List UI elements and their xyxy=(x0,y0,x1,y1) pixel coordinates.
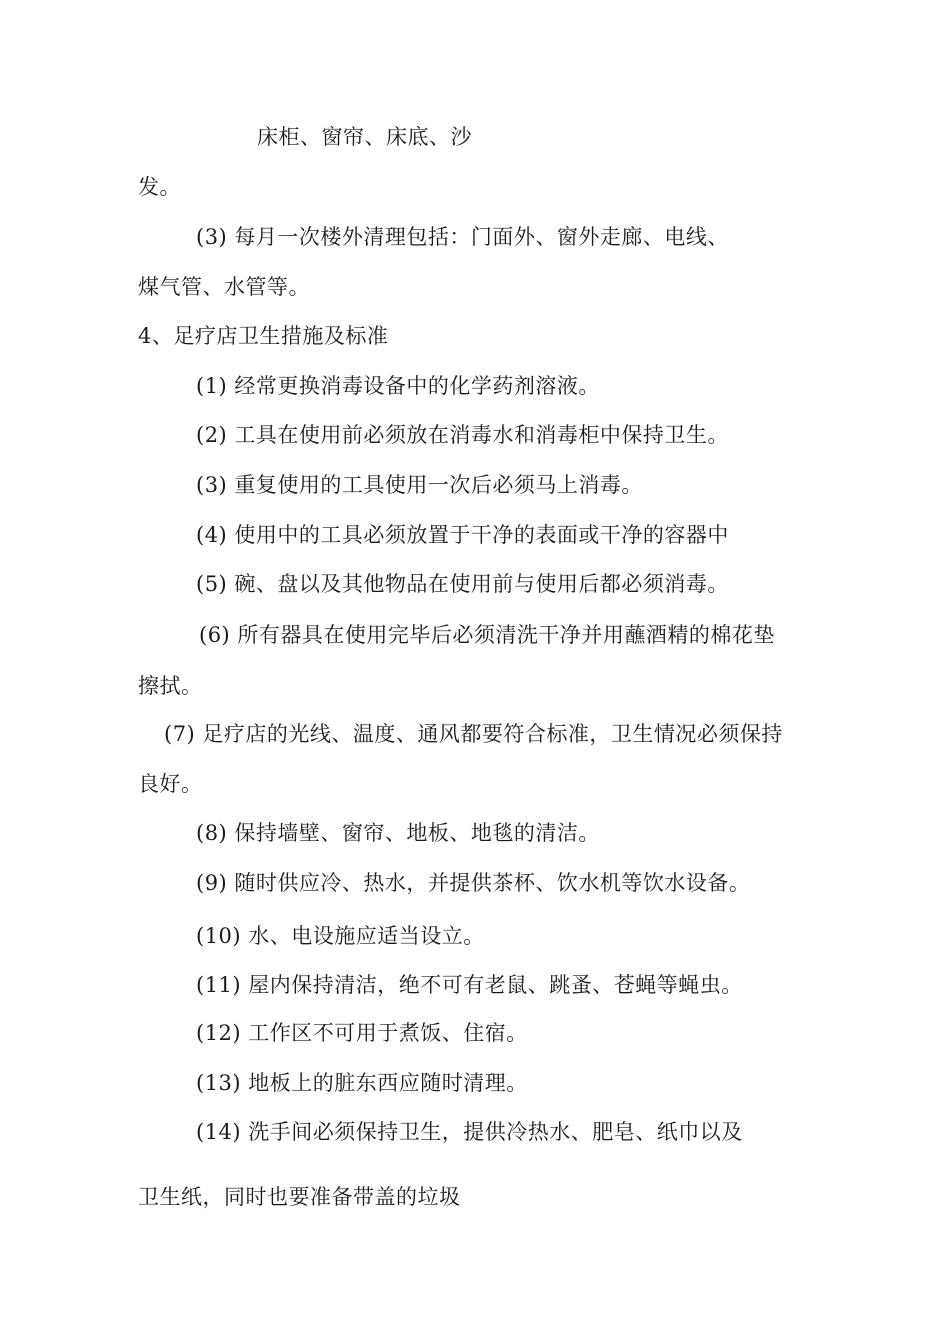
list-item-3: (3) 重复使用的工具使用一次后必须马上消毒。 xyxy=(196,473,643,497)
list-item-12: (12) 工作区不可用于煮饭、住宿。 xyxy=(196,1021,528,1045)
section-heading: 4、足疗店卫生措施及标准 xyxy=(138,324,389,348)
list-item-14-cont: 卫生纸，同时也要准备带盖的垃圾 xyxy=(138,1185,461,1209)
list-item-6: (6) 所有器具在使用完毕后必须清洗干净并用蘸酒精的棉花垫 xyxy=(199,623,775,647)
list-item-6-cont: 擦拭。 xyxy=(138,674,203,698)
list-item-14: (14) 洗手间必须保持卫生，提供冷热水、肥皂、纸巾以及 xyxy=(196,1120,743,1144)
list-item-7-cont: 良好。 xyxy=(138,772,203,796)
text-line-item-3: (3) 每月一次楼外清理包括：门面外、窗外走廊、电线、 xyxy=(196,225,729,249)
list-item-4: (4) 使用中的工具必须放置于干净的表面或干净的容器中 xyxy=(196,523,729,547)
list-item-10: (10) 水、电设施应适当设立。 xyxy=(196,924,485,948)
list-item-5: (5) 碗、盘以及其他物品在使用前与使用后都必须消毒。 xyxy=(196,572,729,596)
list-item-8: (8) 保持墙壁、窗帘、地板、地毯的清洁。 xyxy=(196,821,600,845)
list-item-11: (11) 屋内保持清洁，绝不可有老鼠、跳蚤、苍蝇等蝇虫。 xyxy=(196,973,743,997)
list-item-7: (7) 足疗店的光线、温度、通风都要符合标准，卫生情况必须保持 xyxy=(164,722,783,746)
list-item-9: (9) 随时供应冷、热水，并提供茶杯、饮水机等饮水设备。 xyxy=(196,871,751,895)
text-line-cont-1: 床柜、窗帘、床底、沙 xyxy=(257,125,472,149)
text-line-item-3-cont: 煤气管、水管等。 xyxy=(138,275,310,299)
list-item-2: (2) 工具在使用前必须放在消毒水和消毒柜中保持卫生。 xyxy=(196,423,729,447)
list-item-1: (1) 经常更换消毒设备中的化学药剂溶液。 xyxy=(196,374,600,398)
list-item-13: (13) 地板上的脏东西应随时清理。 xyxy=(196,1071,528,1095)
text-line-cont-2: 发。 xyxy=(138,175,181,199)
